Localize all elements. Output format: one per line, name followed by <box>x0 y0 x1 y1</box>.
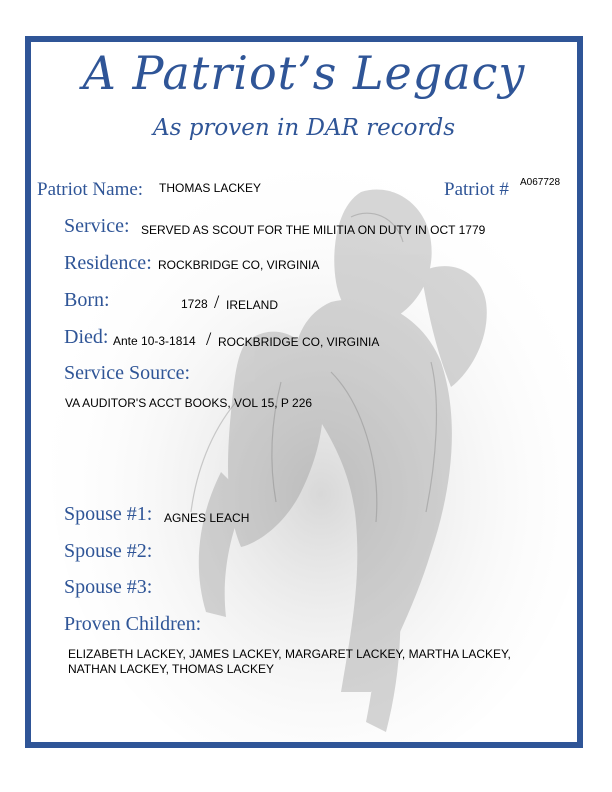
spouse-1-label: Spouse #1: <box>64 503 153 525</box>
patriot-name-value: THOMAS LACKEY <box>159 181 262 195</box>
patriot-number-value: A067728 <box>520 177 561 188</box>
spouse-3-label: Spouse #3: <box>64 576 153 598</box>
born-label: Born: <box>64 289 110 311</box>
died-separator: / <box>206 329 212 350</box>
document-title: A Patriot’s Legacy <box>82 46 526 100</box>
document-subtitle: As proven in DAR records <box>152 115 456 141</box>
died-place: ROCKBRIDGE CO, VIRGINIA <box>218 335 380 349</box>
service-source-label: Service Source: <box>64 362 191 384</box>
spouse-1-value: AGNES LEACH <box>164 511 250 525</box>
born-place: IRELAND <box>226 298 279 312</box>
died-label: Died: <box>64 326 109 348</box>
residence-label: Residence: <box>64 252 152 274</box>
service-value: SERVED AS SCOUT FOR THE MILITIA ON DUTY IN OCT 1779 <box>141 223 486 237</box>
born-date: 1728 <box>181 297 208 311</box>
horse-rider-illustration <box>31 42 577 742</box>
service-source-value: VA AUDITOR'S ACCT BOOKS, VOL 15, P 226 <box>65 396 313 410</box>
spouse-2-label: Spouse #2: <box>64 540 153 562</box>
residence-value: ROCKBRIDGE CO, VIRGINIA <box>158 258 320 272</box>
proven-children-list: ELIZABETH LACKEY, JAMES LACKEY, MARGARET LACKEY, MARTHA LACKEY, NATHAN LACKEY, THOMAS LACKEY <box>68 647 511 676</box>
died-date: Ante 10-3-1814 <box>113 334 196 348</box>
proven-children-label: Proven Children: <box>64 613 202 635</box>
patriot-number-label: Patriot # <box>444 179 509 200</box>
certificate-frame <box>25 36 583 748</box>
service-label: Service: <box>64 215 130 237</box>
born-separator: / <box>214 292 220 313</box>
patriot-name-label: Patriot Name: <box>37 179 144 200</box>
